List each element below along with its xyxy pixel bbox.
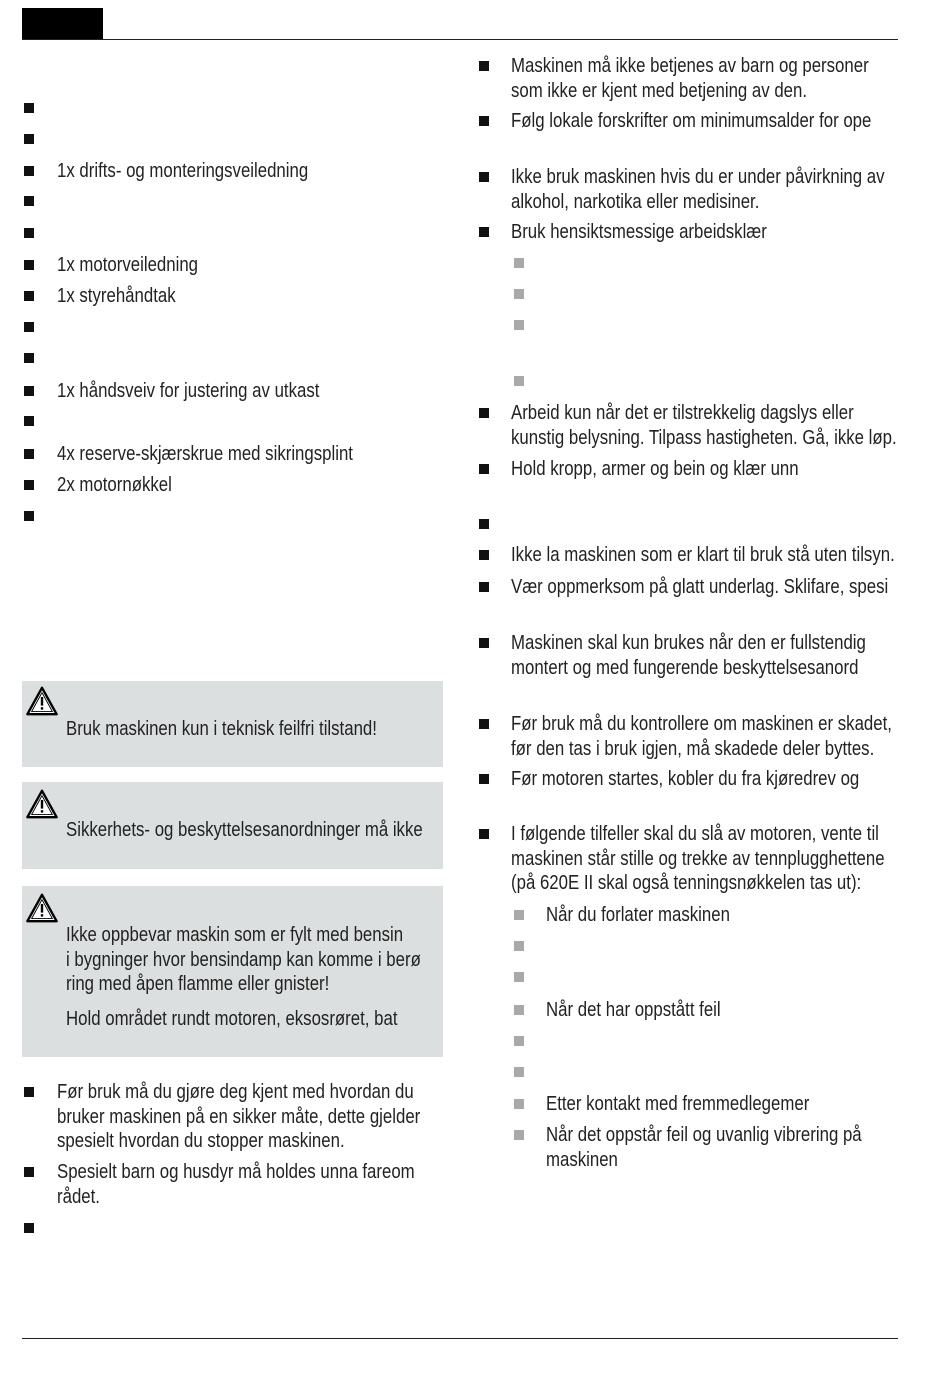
list-item xyxy=(479,165,898,214)
list-item-text: Hold kropp, armer og bein og klær unn xyxy=(511,458,799,480)
warning-triangle-icon xyxy=(26,893,58,923)
sub-bullet-icon xyxy=(514,1067,524,1077)
left-column xyxy=(0,0,460,1375)
warning-box xyxy=(22,782,443,869)
list-item-text: alkohol, narkotika eller medisiner. xyxy=(511,190,760,213)
warning-paragraph xyxy=(66,1007,443,1032)
list-item xyxy=(24,284,443,309)
sub-bullet-icon xyxy=(514,320,524,330)
sub-list-item xyxy=(514,1123,898,1172)
warning-text-line: i bygninger hvor bensindamp kan komme i berø xyxy=(66,948,421,971)
list-item xyxy=(24,221,443,246)
left-safety-list xyxy=(0,1080,460,1241)
list-item-text: før den tas i bruk igjen, må skadede deler byttes. xyxy=(511,737,875,760)
sub-bullet-icon xyxy=(514,289,524,299)
square-bullet-icon xyxy=(479,61,489,71)
list-item xyxy=(479,631,898,680)
sub-bullet-icon xyxy=(514,972,524,982)
list-item-text: maskinen står stille og trekke av tennplugghettene xyxy=(511,847,885,870)
warning-text-line: ring med åpen flamme eller gnister! xyxy=(66,973,330,995)
square-bullet-icon xyxy=(479,408,489,418)
sub-list-item xyxy=(514,313,898,338)
sub-bullet-icon xyxy=(514,941,524,951)
list-item xyxy=(24,442,443,467)
list-item-text: Maskinen skal kun brukes når den er fullstendig xyxy=(511,632,866,654)
right-column xyxy=(460,0,950,1375)
sub-list-item-text: Etter kontakt med fremmedlegemer xyxy=(546,1093,810,1115)
list-item-text: Følg lokale forskrifter om minimumsalder for ope xyxy=(511,110,872,132)
list-item-text: Før motoren startes, kobler du fra kjøredrev og xyxy=(511,768,860,790)
sub-list-item xyxy=(514,998,898,1023)
sub-list-item-text: maskinen xyxy=(546,1148,618,1171)
sub-list-item-text: Når du forlater maskinen xyxy=(546,904,730,926)
list-item xyxy=(24,96,443,121)
warning-text-line: Hold området rundt motoren, eksosrøret, bat xyxy=(66,1008,398,1030)
list-item-text: Vær oppmerksom på glatt underlag. Sklifare, spesi xyxy=(511,576,889,598)
square-bullet-icon xyxy=(24,1167,34,1177)
list-item xyxy=(479,575,898,600)
list-item xyxy=(24,127,443,152)
sub-list-item xyxy=(514,934,898,959)
list-item-text: kunstig belysning. Tilpass hastigheten. Gå, ikke løp. xyxy=(511,426,897,449)
sub-list-item-text: Når det oppstår feil og uvanlig vibrering på xyxy=(546,1124,862,1146)
warning-triangle-icon xyxy=(26,789,58,819)
square-bullet-icon xyxy=(479,550,489,560)
right-safety-list xyxy=(460,54,950,1172)
list-item-text: 1x drifts- og monteringsveiledning xyxy=(57,160,309,182)
square-bullet-icon xyxy=(24,511,34,521)
sub-list-item xyxy=(514,903,898,928)
list-item-text: 4x reserve-skjærskrue med sikringsplint xyxy=(57,443,353,465)
list-item xyxy=(479,543,898,568)
square-bullet-icon xyxy=(24,291,34,301)
square-bullet-icon xyxy=(24,103,34,113)
square-bullet-icon xyxy=(24,1087,34,1097)
list-item xyxy=(24,159,443,184)
square-bullet-icon xyxy=(24,166,34,176)
sub-bullet-icon xyxy=(514,1005,524,1015)
square-bullet-icon xyxy=(24,1223,34,1233)
list-item-text: Bruk hensiktsmessige arbeidsklær xyxy=(511,221,767,243)
sub-bullet-icon xyxy=(514,258,524,268)
list-item xyxy=(479,712,898,761)
list-item-text: 1x motorveiledning xyxy=(57,254,199,276)
warning-triangle-icon xyxy=(26,686,58,716)
list-item xyxy=(479,109,898,134)
list-item xyxy=(24,189,443,214)
list-item xyxy=(24,409,443,434)
warning-text xyxy=(66,717,443,742)
warning-box xyxy=(22,886,443,1057)
square-bullet-icon xyxy=(24,353,34,363)
list-item-text: Før bruk må du gjøre deg kjent med hvordan du xyxy=(57,1081,414,1103)
sub-list-item xyxy=(514,1029,898,1054)
warning-paragraph xyxy=(66,717,443,742)
list-item xyxy=(24,346,443,371)
list-item-text: I følgende tilfeller skal du slå av motoren, vente til xyxy=(511,823,879,845)
list-item-text: 1x styrehåndtak xyxy=(57,285,176,307)
warning-box xyxy=(22,681,443,767)
list-item-text: Maskinen må ikke betjenes av barn og personer xyxy=(511,55,869,77)
square-bullet-icon xyxy=(479,464,489,474)
sub-bullet-icon xyxy=(514,1036,524,1046)
square-bullet-icon xyxy=(479,172,489,182)
list-item xyxy=(24,1080,443,1154)
warning-text-line: Bruk maskinen kun i teknisk feilfri tilstand! xyxy=(66,718,377,740)
square-bullet-icon xyxy=(24,480,34,490)
list-item-text: 1x håndsveiv for justering av utkast xyxy=(57,380,320,402)
list-item-text: Ikke bruk maskinen hvis du er under påvirkning av xyxy=(511,166,885,188)
square-bullet-icon xyxy=(479,116,489,126)
list-item xyxy=(24,315,443,340)
sub-bullet-icon xyxy=(514,1130,524,1140)
square-bullet-icon xyxy=(479,774,489,784)
list-item xyxy=(479,512,898,537)
list-item-text: rådet. xyxy=(57,1185,100,1208)
sub-bullet-icon xyxy=(514,1099,524,1109)
list-item-text: montert og med fungerende beskyttelsesanord xyxy=(511,656,859,679)
sub-bullet-icon xyxy=(514,910,524,920)
list-item xyxy=(24,253,443,278)
square-bullet-icon xyxy=(479,582,489,592)
list-item xyxy=(24,473,443,498)
list-item xyxy=(479,822,898,1171)
list-item xyxy=(24,1160,443,1209)
list-item-text: Før bruk må du kontrollere om maskinen er skadet, xyxy=(511,713,892,735)
list-item xyxy=(479,401,898,450)
square-bullet-icon xyxy=(24,228,34,238)
list-item-text: som ikke er kjent med betjening av den. xyxy=(511,79,808,102)
list-item xyxy=(24,504,443,529)
square-bullet-icon xyxy=(24,322,34,332)
square-bullet-icon xyxy=(24,386,34,396)
list-item-text: bruker maskinen på en sikker måte, dette gjelder xyxy=(57,1105,421,1128)
warning-text-line: Ikke oppbevar maskin som er fylt med bensin xyxy=(66,924,404,946)
warning-paragraph xyxy=(66,818,443,843)
sub-list-item xyxy=(514,251,898,276)
warning-text xyxy=(66,818,443,843)
list-item xyxy=(24,379,443,404)
sub-bullet-icon xyxy=(514,376,524,386)
list-item-text: Ikke la maskinen som er klart til bruk stå uten tilsyn. xyxy=(511,544,895,566)
square-bullet-icon xyxy=(24,196,34,206)
sub-list-item xyxy=(514,1060,898,1085)
sub-list-item xyxy=(514,369,898,394)
sub-list-item-text: Når det har oppstått feil xyxy=(546,999,721,1021)
sub-list-item xyxy=(514,965,898,990)
warning-paragraph xyxy=(66,923,443,997)
sub-list-item xyxy=(514,1092,898,1117)
list-item xyxy=(479,220,898,245)
warning-text-line: Sikkerhets- og beskyttelsesanordninger må ikke xyxy=(66,819,423,841)
package-contents-list xyxy=(0,96,460,529)
square-bullet-icon xyxy=(24,260,34,270)
square-bullet-icon xyxy=(479,519,489,529)
sub-list-item xyxy=(514,282,898,307)
square-bullet-icon xyxy=(479,227,489,237)
square-bullet-icon xyxy=(479,719,489,729)
list-item xyxy=(24,1216,443,1241)
warning-text xyxy=(66,923,443,1032)
square-bullet-icon xyxy=(479,638,489,648)
list-item-text: (på 620E II skal også tenningsnøkkelen tas ut): xyxy=(511,872,862,894)
list-item xyxy=(479,54,898,103)
list-item-text: spesielt hvordan du stopper maskinen. xyxy=(57,1130,345,1152)
list-item-text: Arbeid kun når det er tilstrekkelig dagslys eller xyxy=(511,402,854,424)
square-bullet-icon xyxy=(24,134,34,144)
square-bullet-icon xyxy=(479,829,489,839)
square-bullet-icon xyxy=(24,416,34,426)
list-item-text: 2x motornøkkel xyxy=(57,474,172,496)
list-item xyxy=(479,767,898,792)
list-item xyxy=(479,457,898,482)
square-bullet-icon xyxy=(24,449,34,459)
list-item-text: Spesielt barn og husdyr må holdes unna fareom xyxy=(57,1161,415,1183)
